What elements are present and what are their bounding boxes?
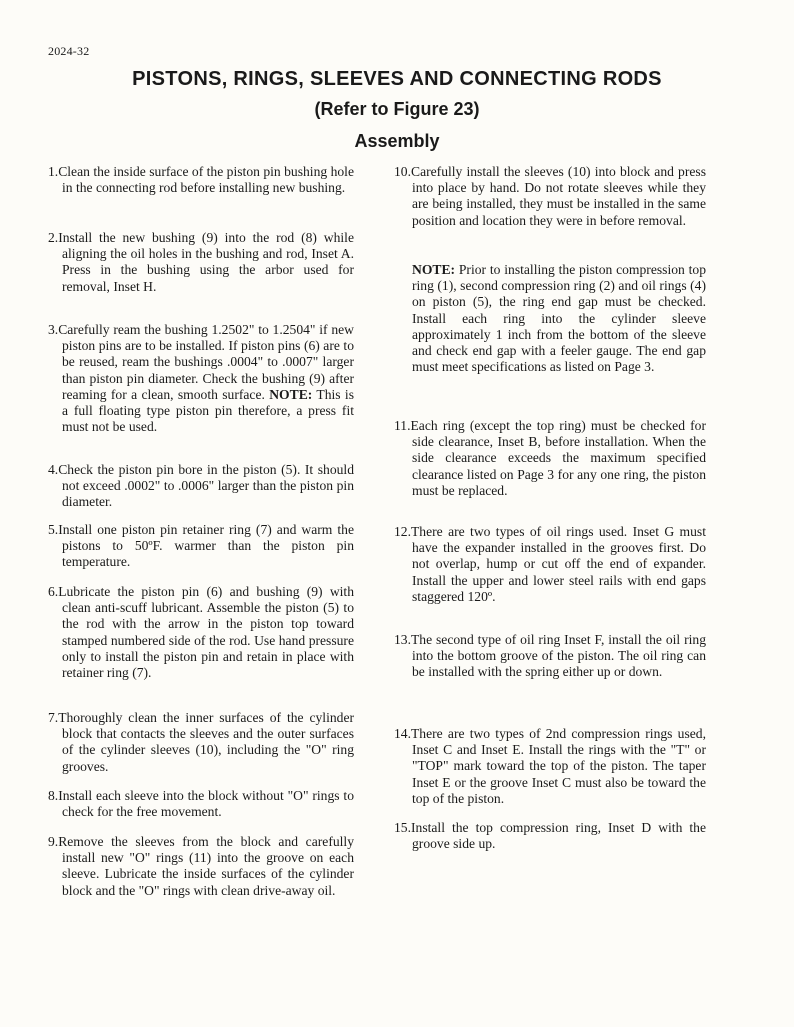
step-5: 5.Install one piston pin retainer ring (7) and warm the pistons to 50ºF. warmer than the piston pin temperature.: [48, 522, 354, 570]
step-10: 10.Carefully install the sleeves (10) into block and press into place by hand. Do not rotate sleeves while they are being installed, they must be installed in the same position and location they were in before removal.: [394, 164, 706, 228]
note-label: NOTE:: [412, 262, 456, 277]
note-label: NOTE:: [269, 386, 313, 402]
step-9: 9.Remove the sleeves from the block and carefully install new "O" rings (11) into the groove on each sleeve. Lubricate the inside surfaces of the cylinder block and the "O" rings with clean drive-away oil.: [48, 834, 354, 898]
page-title: PISTONS, RINGS, SLEEVES AND CONNECTING RODS: [132, 68, 662, 90]
figure-reference: (Refer to Figure 23): [314, 99, 480, 119]
section-heading: Assembly: [354, 131, 440, 151]
step-3: 3.Carefully ream the bushing 1.2502" to 1.2504" if new piston pins are to be installed. If piston pins (6) are to be reused, ream the bushings .0004" to .0007" larger than piston pin diameter. Check the bushing (9) after reaming for a clean, smooth surface. NOTE: This is a full floating type piston pin therefore, a press fit must not be used.: [48, 322, 354, 435]
step-8: 8.Install each sleeve into the block without "O" rings to check for the free movement.: [48, 788, 354, 820]
step-1: 1.Clean the inside surface of the piston pin bushing hole in the connecting rod before installing new bushing.: [48, 164, 354, 196]
step-12: 12.There are two types of oil rings used. Inset G must have the expander installed in the grooves first. Do not overlap, hump or cut off the end of expander. Install the upper and lower steel rails with end gaps staggered 120º.: [394, 524, 706, 604]
step-13: 13.The second type of oil ring Inset F, install the oil ring into the bottom groove of the piston. The oil ring can be installed with the spring either up or down.: [394, 632, 706, 680]
step-4: 4.Check the piston pin bore in the piston (5). It should not exceed .0002" to .0006" larger than the piston pin diameter.: [48, 462, 354, 510]
step-14: 14.There are two types of 2nd compression rings used, Inset C and Inset E. Install the rings with the "T" or "TOP" mark toward the top of the piston. The taper Inset E or the groove Inset C must also be toward the top of the piston.: [394, 726, 706, 806]
ring-gap-note: NOTE: Prior to installing the piston compression top ring (1), second compression ring (2) and oil rings (4) on piston (5), the ring end gap must be checked. Install each ring into the cylinder sleeve approximately 1 inch from the bottom of the sleeve and check end gap with a feeler gauge. The end gap must meet specifications as listed on Page 3.: [412, 262, 706, 375]
step-6: 6.Lubricate the piston pin (6) and bushing (9) with clean anti-scuff lubricant. Assemble the piston (5) to the rod with the arrow in the piston top toward stamped numbered side of the rod. Use hand pressure only to install the piston pin and retain in place with retainer ring (7).: [48, 584, 354, 681]
page-number: 2024-32: [48, 44, 90, 58]
step-7: 7.Thoroughly clean the inner surfaces of the cylinder block that contacts the sleeves and the outer surfaces of the cylinder sleeves (10), including the "O" ring grooves.: [48, 710, 354, 774]
step-15: 15.Install the top compression ring, Inset D with the groove side up.: [394, 820, 706, 852]
step-11: 11.Each ring (except the top ring) must be checked for side clearance, Inset B, before installation. When the side clearance exceeds the maximum specified clearance listed on Page 3 for any one ring, the piston must be replaced.: [394, 418, 706, 498]
step-2: 2.Install the new bushing (9) into the rod (8) while aligning the oil holes in the bushing and rod, Inset A. Press in the bushing using the arbor used for removal, Inset H.: [48, 230, 354, 294]
